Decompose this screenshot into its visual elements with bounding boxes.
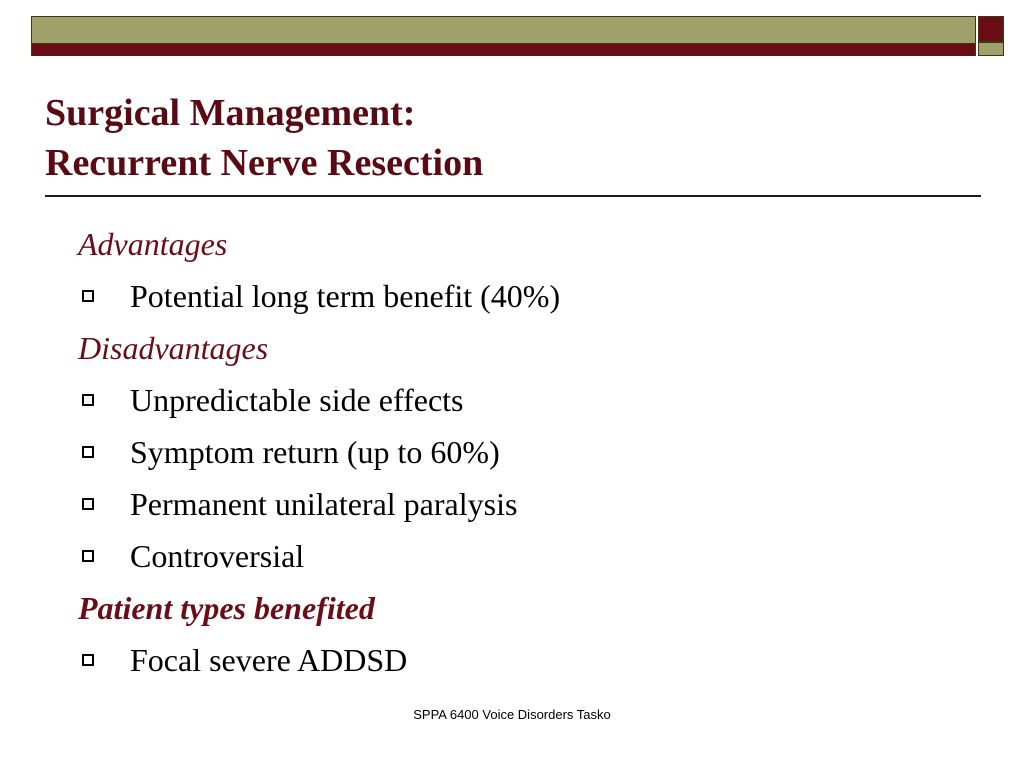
list-item [78, 426, 978, 478]
header-olive-strip [32, 17, 975, 44]
slide-title-line1: Surgical Management: [45, 92, 416, 134]
square-bullet-icon [82, 394, 94, 406]
square-bullet-icon [82, 290, 94, 302]
slide-title-line2: Recurrent Nerve Resection [45, 142, 484, 184]
list-item [78, 530, 978, 582]
header-corner-red-square [978, 16, 1004, 42]
bullet-text: Unpredictable side effects [130, 382, 464, 418]
list-item [78, 374, 978, 426]
header-maroon-strip [32, 44, 975, 56]
section-heading-advantages: Advantages [78, 226, 228, 262]
section-heading-disadvantages: Disadvantages [78, 330, 269, 366]
list-item [78, 634, 978, 686]
title-divider [45, 195, 981, 197]
bullet-text: Focal severe ADDSD [130, 642, 408, 678]
slide-title [45, 88, 483, 188]
section-heading-patient-types: Patient types benefited [78, 590, 375, 626]
list-item [78, 270, 978, 322]
square-bullet-icon [82, 550, 94, 562]
square-bullet-icon [82, 498, 94, 510]
list-item [78, 478, 978, 530]
square-bullet-icon [82, 446, 94, 458]
square-bullet-icon [82, 654, 94, 666]
slide-body [78, 218, 978, 686]
bullet-text: Controversial [130, 538, 305, 574]
bullet-text: Symptom return (up to 60%) [130, 434, 500, 470]
header-decorative-bar [31, 16, 976, 56]
bullet-text: Potential long term benefit (40%) [130, 278, 561, 314]
bullet-text: Permanent unilateral paralysis [130, 486, 518, 522]
slide-footer: SPPA 6400 Voice Disorders Tasko [413, 707, 611, 722]
header-corner-olive-square [978, 42, 1004, 56]
